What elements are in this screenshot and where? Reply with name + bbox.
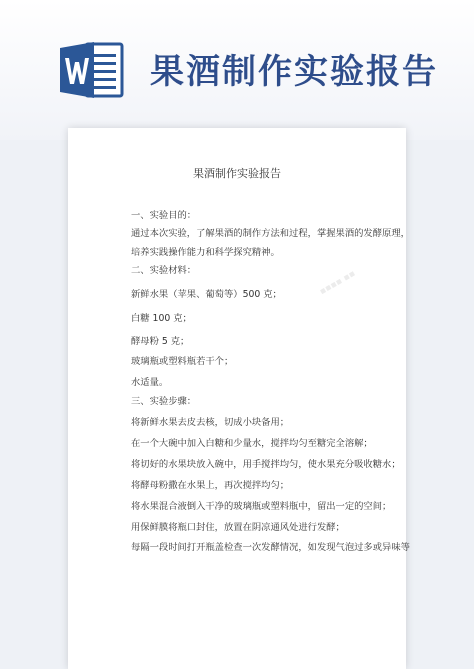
- step-item: 将新鲜水果去皮去核，切成小块备用；: [131, 417, 290, 428]
- material-item: 白糖 100 克；: [131, 313, 192, 324]
- document-page: [68, 128, 410, 669]
- material-item: 玻璃瓶或塑料瓶若干个；: [131, 356, 234, 367]
- paragraph-line: 通过本次实验，了解果酒的制作方法和过程，掌握果酒的发酵原理，: [131, 228, 410, 239]
- material-item: 新鲜水果（苹果、葡萄等）500 克；: [131, 289, 282, 300]
- material-item: 水适量。: [131, 377, 169, 388]
- step-item: 在一个大碗中加入白糖和少量水，搅拌均匀至糖完全溶解；: [131, 438, 373, 449]
- step-item: 将酵母粉撒在水果上，再次搅拌均匀；: [131, 480, 290, 491]
- word-document-icon: [60, 40, 126, 100]
- step-item: 每隔一段时间打开瓶盖检查一次发酵情况，如发现气泡过多或异味等: [131, 542, 410, 553]
- header-banner: [0, 0, 474, 120]
- step-item: 将切好的水果块放入碗中，用手搅拌均匀，使水果充分吸收糖水；: [131, 459, 401, 470]
- section-heading-purpose: 一、实验目的：: [131, 210, 197, 221]
- document-title: 果酒制作实验报告: [193, 167, 281, 180]
- paragraph-line: 培养实践操作能力和科学探究精神。: [131, 247, 280, 258]
- step-item: 将水果混合液倒入干净的玻璃瓶或塑料瓶中，留出一定的空间；: [131, 501, 392, 512]
- watermark: ▪▪▪▪ ▪▪: [318, 268, 358, 298]
- material-item: 酵母粉 5 克；: [131, 336, 190, 347]
- section-heading-materials: 二、实验材料：: [131, 265, 197, 276]
- step-item: 用保鲜膜将瓶口封住，放置在阴凉通风处进行发酵；: [131, 522, 345, 533]
- section-heading-steps: 三、实验步骤：: [131, 396, 197, 407]
- header-title: 果酒制作实验报告: [150, 52, 438, 92]
